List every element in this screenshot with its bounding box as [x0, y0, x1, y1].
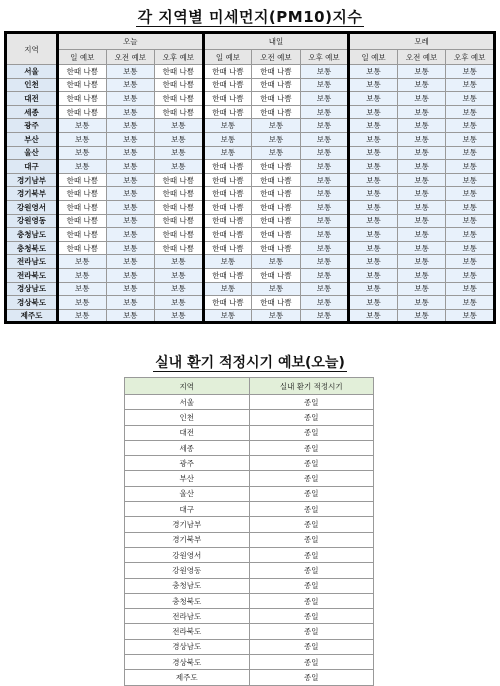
forecast-cell: 보통 — [349, 187, 398, 201]
forecast-cell: 보통 — [397, 187, 446, 201]
pm-title: 각 지역별 미세먼지(PM10)지수 — [137, 8, 363, 26]
forecast-cell: 보통 — [446, 65, 495, 79]
table-row — [6, 78, 495, 92]
forecast-cell: 보통 — [58, 119, 107, 133]
day-header-today: 오늘 — [58, 33, 204, 50]
forecast-cell: 한때 나쁨 — [203, 296, 252, 310]
vent-region-cell: 강원영동 — [125, 563, 250, 578]
forecast-cell: 한때 나쁨 — [203, 92, 252, 106]
forecast-cell: 한때 나쁨 — [203, 160, 252, 174]
forecast-cell: 보통 — [446, 105, 495, 119]
vent-time-cell: 종일 — [249, 440, 374, 455]
forecast-cell: 보통 — [300, 173, 349, 187]
forecast-cell: 보통 — [397, 228, 446, 242]
forecast-cell: 보통 — [252, 132, 301, 146]
forecast-cell: 보통 — [203, 146, 252, 160]
region-cell: 인천 — [6, 78, 58, 92]
forecast-cell: 보통 — [300, 160, 349, 174]
forecast-cell: 보통 — [397, 296, 446, 310]
forecast-cell: 보통 — [397, 255, 446, 269]
forecast-cell: 한때 나쁨 — [203, 78, 252, 92]
vent-region-cell: 전라북도 — [125, 624, 250, 639]
table-row — [125, 425, 374, 440]
forecast-cell: 한때 나쁨 — [58, 173, 107, 187]
table-row — [6, 228, 495, 242]
forecast-cell: 보통 — [300, 228, 349, 242]
vent-region-header: 지역 — [125, 378, 250, 395]
vent-region-cell: 경기남부 — [125, 517, 250, 532]
period-header: 오후 예보 — [446, 50, 495, 65]
forecast-cell: 한때 나쁨 — [155, 214, 204, 228]
forecast-cell: 보통 — [446, 132, 495, 146]
forecast-cell: 한때 나쁨 — [252, 200, 301, 214]
forecast-cell: 보통 — [58, 296, 107, 310]
forecast-cell: 보통 — [446, 282, 495, 296]
forecast-cell: 한때 나쁨 — [155, 200, 204, 214]
forecast-cell: 보통 — [349, 65, 398, 79]
forecast-cell: 보통 — [397, 173, 446, 187]
vent-region-cell: 충청북도 — [125, 593, 250, 608]
forecast-cell: 한때 나쁨 — [252, 105, 301, 119]
forecast-cell: 한때 나쁨 — [155, 105, 204, 119]
vent-region-cell: 울산 — [125, 486, 250, 501]
forecast-cell: 보통 — [300, 187, 349, 201]
forecast-cell: 한때 나쁨 — [203, 173, 252, 187]
forecast-cell: 보통 — [106, 200, 155, 214]
table-row — [6, 65, 495, 79]
forecast-cell: 보통 — [106, 255, 155, 269]
forecast-cell: 보통 — [106, 160, 155, 174]
vent-time-cell: 종일 — [249, 547, 374, 562]
vent-time-cell: 종일 — [249, 532, 374, 547]
region-cell: 강원영서 — [6, 200, 58, 214]
table-row — [125, 547, 374, 562]
vent-time-cell: 종일 — [249, 425, 374, 440]
forecast-cell: 보통 — [203, 119, 252, 133]
forecast-cell: 보통 — [203, 132, 252, 146]
forecast-cell: 보통 — [397, 160, 446, 174]
day-header-tomorrow: 내일 — [203, 33, 349, 50]
forecast-cell: 보통 — [446, 187, 495, 201]
forecast-cell: 보통 — [106, 241, 155, 255]
forecast-cell: 보통 — [349, 132, 398, 146]
vent-region-cell: 부산 — [125, 471, 250, 486]
table-row — [125, 578, 374, 593]
forecast-cell: 한때 나쁨 — [58, 187, 107, 201]
forecast-cell: 보통 — [349, 255, 398, 269]
forecast-cell: 보통 — [106, 65, 155, 79]
table-row — [125, 532, 374, 547]
forecast-cell: 보통 — [252, 282, 301, 296]
forecast-cell: 한때 나쁨 — [252, 296, 301, 310]
forecast-cell: 한때 나쁨 — [203, 214, 252, 228]
vent-region-cell: 인천 — [125, 410, 250, 425]
forecast-cell: 보통 — [397, 241, 446, 255]
forecast-cell: 보통 — [397, 132, 446, 146]
forecast-cell: 보통 — [155, 160, 204, 174]
period-header: 일 예보 — [349, 50, 398, 65]
region-cell: 울산 — [6, 146, 58, 160]
region-cell: 제주도 — [6, 309, 58, 323]
forecast-cell: 보통 — [106, 296, 155, 310]
table-row — [125, 609, 374, 624]
forecast-cell: 한때 나쁨 — [203, 200, 252, 214]
forecast-cell: 보통 — [397, 119, 446, 133]
forecast-cell: 보통 — [252, 309, 301, 323]
forecast-cell: 보통 — [58, 309, 107, 323]
forecast-cell: 보통 — [397, 146, 446, 160]
period-header: 일 예보 — [203, 50, 252, 65]
day-header-dayafter: 모레 — [349, 33, 495, 50]
forecast-cell: 보통 — [349, 173, 398, 187]
forecast-cell: 한때 나쁨 — [252, 187, 301, 201]
forecast-cell: 보통 — [300, 255, 349, 269]
forecast-cell: 보통 — [252, 255, 301, 269]
forecast-cell: 한때 나쁨 — [252, 65, 301, 79]
table-row — [6, 255, 495, 269]
forecast-cell: 보통 — [300, 132, 349, 146]
vent-region-cell: 세종 — [125, 440, 250, 455]
forecast-cell: 보통 — [203, 255, 252, 269]
forecast-cell: 보통 — [106, 187, 155, 201]
period-header: 오전 예보 — [397, 50, 446, 65]
period-header: 오전 예보 — [106, 50, 155, 65]
forecast-cell: 보통 — [446, 228, 495, 242]
pm-forecast-table — [4, 31, 496, 324]
forecast-cell: 보통 — [397, 200, 446, 214]
forecast-cell: 보통 — [252, 146, 301, 160]
forecast-cell: 보통 — [300, 282, 349, 296]
forecast-cell: 보통 — [300, 119, 349, 133]
period-header: 오전 예보 — [252, 50, 301, 65]
forecast-cell: 보통 — [106, 92, 155, 106]
forecast-cell: 한때 나쁨 — [155, 78, 204, 92]
forecast-cell: 보통 — [58, 146, 107, 160]
forecast-cell: 보통 — [349, 78, 398, 92]
forecast-cell: 보통 — [300, 268, 349, 282]
table-row — [6, 119, 495, 133]
forecast-cell: 보통 — [397, 92, 446, 106]
forecast-cell: 보통 — [349, 200, 398, 214]
forecast-cell: 보통 — [106, 132, 155, 146]
forecast-cell: 보통 — [446, 255, 495, 269]
region-cell: 광주 — [6, 119, 58, 133]
forecast-cell: 보통 — [106, 173, 155, 187]
forecast-cell: 보통 — [349, 309, 398, 323]
forecast-cell: 보통 — [203, 282, 252, 296]
region-cell: 전라남도 — [6, 255, 58, 269]
forecast-cell: 한때 나쁨 — [252, 214, 301, 228]
forecast-cell: 보통 — [58, 160, 107, 174]
vent-region-cell: 충청남도 — [125, 578, 250, 593]
forecast-cell: 보통 — [300, 309, 349, 323]
forecast-cell: 보통 — [397, 105, 446, 119]
forecast-cell: 보통 — [106, 268, 155, 282]
region-cell: 경상북도 — [6, 296, 58, 310]
vent-time-cell: 종일 — [249, 639, 374, 654]
vent-time-cell: 종일 — [249, 456, 374, 471]
forecast-cell: 보통 — [300, 92, 349, 106]
table-row — [6, 92, 495, 106]
table-row — [125, 486, 374, 501]
forecast-cell: 한때 나쁨 — [155, 173, 204, 187]
vent-region-cell: 서울 — [125, 395, 250, 410]
forecast-cell: 한때 나쁨 — [58, 78, 107, 92]
table-row — [125, 517, 374, 532]
table-row — [125, 639, 374, 654]
forecast-cell: 보통 — [155, 282, 204, 296]
forecast-cell: 한때 나쁨 — [58, 200, 107, 214]
forecast-cell: 한때 나쁨 — [155, 187, 204, 201]
pm-header-days — [6, 33, 495, 50]
forecast-cell: 한때 나쁨 — [203, 241, 252, 255]
forecast-cell: 보통 — [397, 282, 446, 296]
vent-time-cell: 종일 — [249, 502, 374, 517]
forecast-cell: 보통 — [397, 309, 446, 323]
vent-time-cell: 종일 — [249, 593, 374, 608]
table-row — [125, 670, 374, 685]
forecast-cell: 보통 — [446, 214, 495, 228]
region-cell: 대구 — [6, 160, 58, 174]
vent-region-cell: 제주도 — [125, 670, 250, 685]
table-row — [6, 268, 495, 282]
table-row — [6, 282, 495, 296]
forecast-cell: 보통 — [155, 296, 204, 310]
table-row — [125, 593, 374, 608]
forecast-cell: 보통 — [349, 282, 398, 296]
forecast-cell: 보통 — [106, 119, 155, 133]
forecast-cell: 한때 나쁨 — [252, 268, 301, 282]
table-row — [6, 309, 495, 323]
forecast-cell: 보통 — [446, 200, 495, 214]
forecast-cell: 보통 — [203, 309, 252, 323]
table-row — [6, 241, 495, 255]
forecast-cell: 한때 나쁨 — [252, 78, 301, 92]
forecast-cell: 보통 — [300, 105, 349, 119]
forecast-cell: 보통 — [155, 309, 204, 323]
forecast-cell: 한때 나쁨 — [252, 173, 301, 187]
vent-time-cell: 종일 — [249, 624, 374, 639]
period-header: 오후 예보 — [155, 50, 204, 65]
forecast-cell: 보통 — [300, 200, 349, 214]
forecast-cell: 보통 — [300, 146, 349, 160]
vent-time-cell: 종일 — [249, 471, 374, 486]
forecast-cell: 보통 — [106, 214, 155, 228]
forecast-cell: 보통 — [446, 296, 495, 310]
table-row — [6, 146, 495, 160]
table-row — [6, 160, 495, 174]
region-cell: 경기북부 — [6, 187, 58, 201]
forecast-cell: 한때 나쁨 — [58, 214, 107, 228]
forecast-cell: 한때 나쁨 — [252, 228, 301, 242]
forecast-cell: 보통 — [58, 282, 107, 296]
forecast-cell: 한때 나쁨 — [58, 65, 107, 79]
forecast-cell: 한때 나쁨 — [155, 92, 204, 106]
table-row — [6, 173, 495, 187]
forecast-cell: 보통 — [300, 214, 349, 228]
vent-time-cell: 종일 — [249, 578, 374, 593]
vent-region-cell: 광주 — [125, 456, 250, 471]
table-row — [6, 105, 495, 119]
forecast-cell: 보통 — [300, 78, 349, 92]
forecast-cell: 보통 — [446, 173, 495, 187]
region-cell: 충청북도 — [6, 241, 58, 255]
forecast-cell: 보통 — [349, 160, 398, 174]
table-row — [125, 456, 374, 471]
region-cell: 경기남부 — [6, 173, 58, 187]
forecast-cell: 한때 나쁨 — [58, 105, 107, 119]
forecast-cell: 보통 — [106, 105, 155, 119]
forecast-cell: 한때 나쁨 — [252, 160, 301, 174]
forecast-cell: 보통 — [58, 132, 107, 146]
forecast-cell: 보통 — [106, 282, 155, 296]
forecast-cell: 보통 — [446, 78, 495, 92]
forecast-cell: 한때 나쁨 — [203, 268, 252, 282]
forecast-cell: 보통 — [446, 119, 495, 133]
table-row — [6, 187, 495, 201]
forecast-cell: 보통 — [446, 160, 495, 174]
forecast-cell: 한때 나쁨 — [58, 241, 107, 255]
forecast-cell: 보통 — [252, 119, 301, 133]
forecast-cell: 보통 — [106, 146, 155, 160]
vent-time-cell: 종일 — [249, 670, 374, 685]
vent-region-cell: 강원영서 — [125, 547, 250, 562]
forecast-cell: 한때 나쁨 — [252, 241, 301, 255]
forecast-cell: 보통 — [349, 105, 398, 119]
region-header: 지역 — [6, 33, 58, 65]
vent-region-cell: 경상북도 — [125, 655, 250, 670]
forecast-cell: 보통 — [300, 65, 349, 79]
forecast-cell: 보통 — [300, 241, 349, 255]
forecast-cell: 보통 — [397, 78, 446, 92]
vent-time-cell: 종일 — [249, 410, 374, 425]
vent-region-cell: 대구 — [125, 502, 250, 517]
forecast-cell: 보통 — [106, 309, 155, 323]
forecast-cell: 보통 — [397, 65, 446, 79]
forecast-cell: 보통 — [349, 296, 398, 310]
forecast-cell: 한때 나쁨 — [203, 65, 252, 79]
table-row — [125, 624, 374, 639]
forecast-cell: 보통 — [446, 309, 495, 323]
region-cell: 서울 — [6, 65, 58, 79]
forecast-cell: 보통 — [446, 241, 495, 255]
forecast-cell: 한때 나쁨 — [155, 241, 204, 255]
period-header: 일 예보 — [58, 50, 107, 65]
table-row — [125, 655, 374, 670]
pm-header-periods — [6, 50, 495, 65]
vent-region-cell: 경기북부 — [125, 532, 250, 547]
vent-time-cell: 종일 — [249, 563, 374, 578]
forecast-cell: 보통 — [349, 241, 398, 255]
forecast-cell: 보통 — [397, 214, 446, 228]
forecast-cell: 보통 — [155, 255, 204, 269]
vent-region-cell: 전라남도 — [125, 609, 250, 624]
table-row — [125, 471, 374, 486]
vent-time-cell: 종일 — [249, 609, 374, 624]
forecast-cell: 보통 — [349, 214, 398, 228]
vent-region-cell: 경상남도 — [125, 639, 250, 654]
region-cell: 경상남도 — [6, 282, 58, 296]
region-cell: 강원영동 — [6, 214, 58, 228]
forecast-cell: 보통 — [349, 119, 398, 133]
forecast-cell: 한때 나쁨 — [155, 65, 204, 79]
forecast-cell: 보통 — [106, 228, 155, 242]
table-row — [125, 440, 374, 455]
table-row — [6, 296, 495, 310]
forecast-cell: 보통 — [155, 132, 204, 146]
forecast-cell: 보통 — [155, 119, 204, 133]
vent-time-cell: 종일 — [249, 486, 374, 501]
region-cell: 대전 — [6, 92, 58, 106]
forecast-cell: 보통 — [349, 92, 398, 106]
forecast-cell: 한때 나쁨 — [58, 92, 107, 106]
vent-time-cell: 종일 — [249, 655, 374, 670]
region-cell: 부산 — [6, 132, 58, 146]
vent-time-header: 실내 환기 적정시기 — [249, 378, 374, 395]
region-cell: 전라북도 — [6, 268, 58, 282]
region-cell: 세종 — [6, 105, 58, 119]
forecast-cell: 한때 나쁨 — [203, 105, 252, 119]
table-row — [125, 563, 374, 578]
forecast-cell: 한때 나쁨 — [58, 228, 107, 242]
forecast-cell: 보통 — [349, 146, 398, 160]
vent-time-cell: 종일 — [249, 395, 374, 410]
forecast-cell: 보통 — [446, 92, 495, 106]
forecast-cell: 보통 — [58, 255, 107, 269]
forecast-cell: 한때 나쁨 — [155, 228, 204, 242]
forecast-cell: 보통 — [155, 268, 204, 282]
forecast-cell: 보통 — [446, 268, 495, 282]
table-row — [6, 200, 495, 214]
vent-region-cell: 대전 — [125, 425, 250, 440]
forecast-cell: 한때 나쁨 — [203, 228, 252, 242]
forecast-cell: 보통 — [397, 268, 446, 282]
vent-time-cell: 종일 — [249, 517, 374, 532]
forecast-cell: 보통 — [155, 146, 204, 160]
ventilation-table — [124, 377, 374, 686]
table-row — [125, 410, 374, 425]
table-row — [6, 214, 495, 228]
table-row — [125, 395, 374, 410]
forecast-cell: 보통 — [349, 228, 398, 242]
vent-title: 실내 환기 적정시기 예보(오늘) — [155, 355, 345, 371]
period-header: 오후 예보 — [300, 50, 349, 65]
forecast-cell: 보통 — [300, 296, 349, 310]
forecast-cell: 보통 — [58, 268, 107, 282]
table-row — [125, 502, 374, 517]
forecast-cell: 한때 나쁨 — [203, 187, 252, 201]
forecast-cell: 보통 — [106, 78, 155, 92]
forecast-cell: 보통 — [349, 268, 398, 282]
table-row — [6, 132, 495, 146]
region-cell: 충청남도 — [6, 228, 58, 242]
forecast-cell: 보통 — [446, 146, 495, 160]
forecast-cell: 한때 나쁨 — [252, 92, 301, 106]
